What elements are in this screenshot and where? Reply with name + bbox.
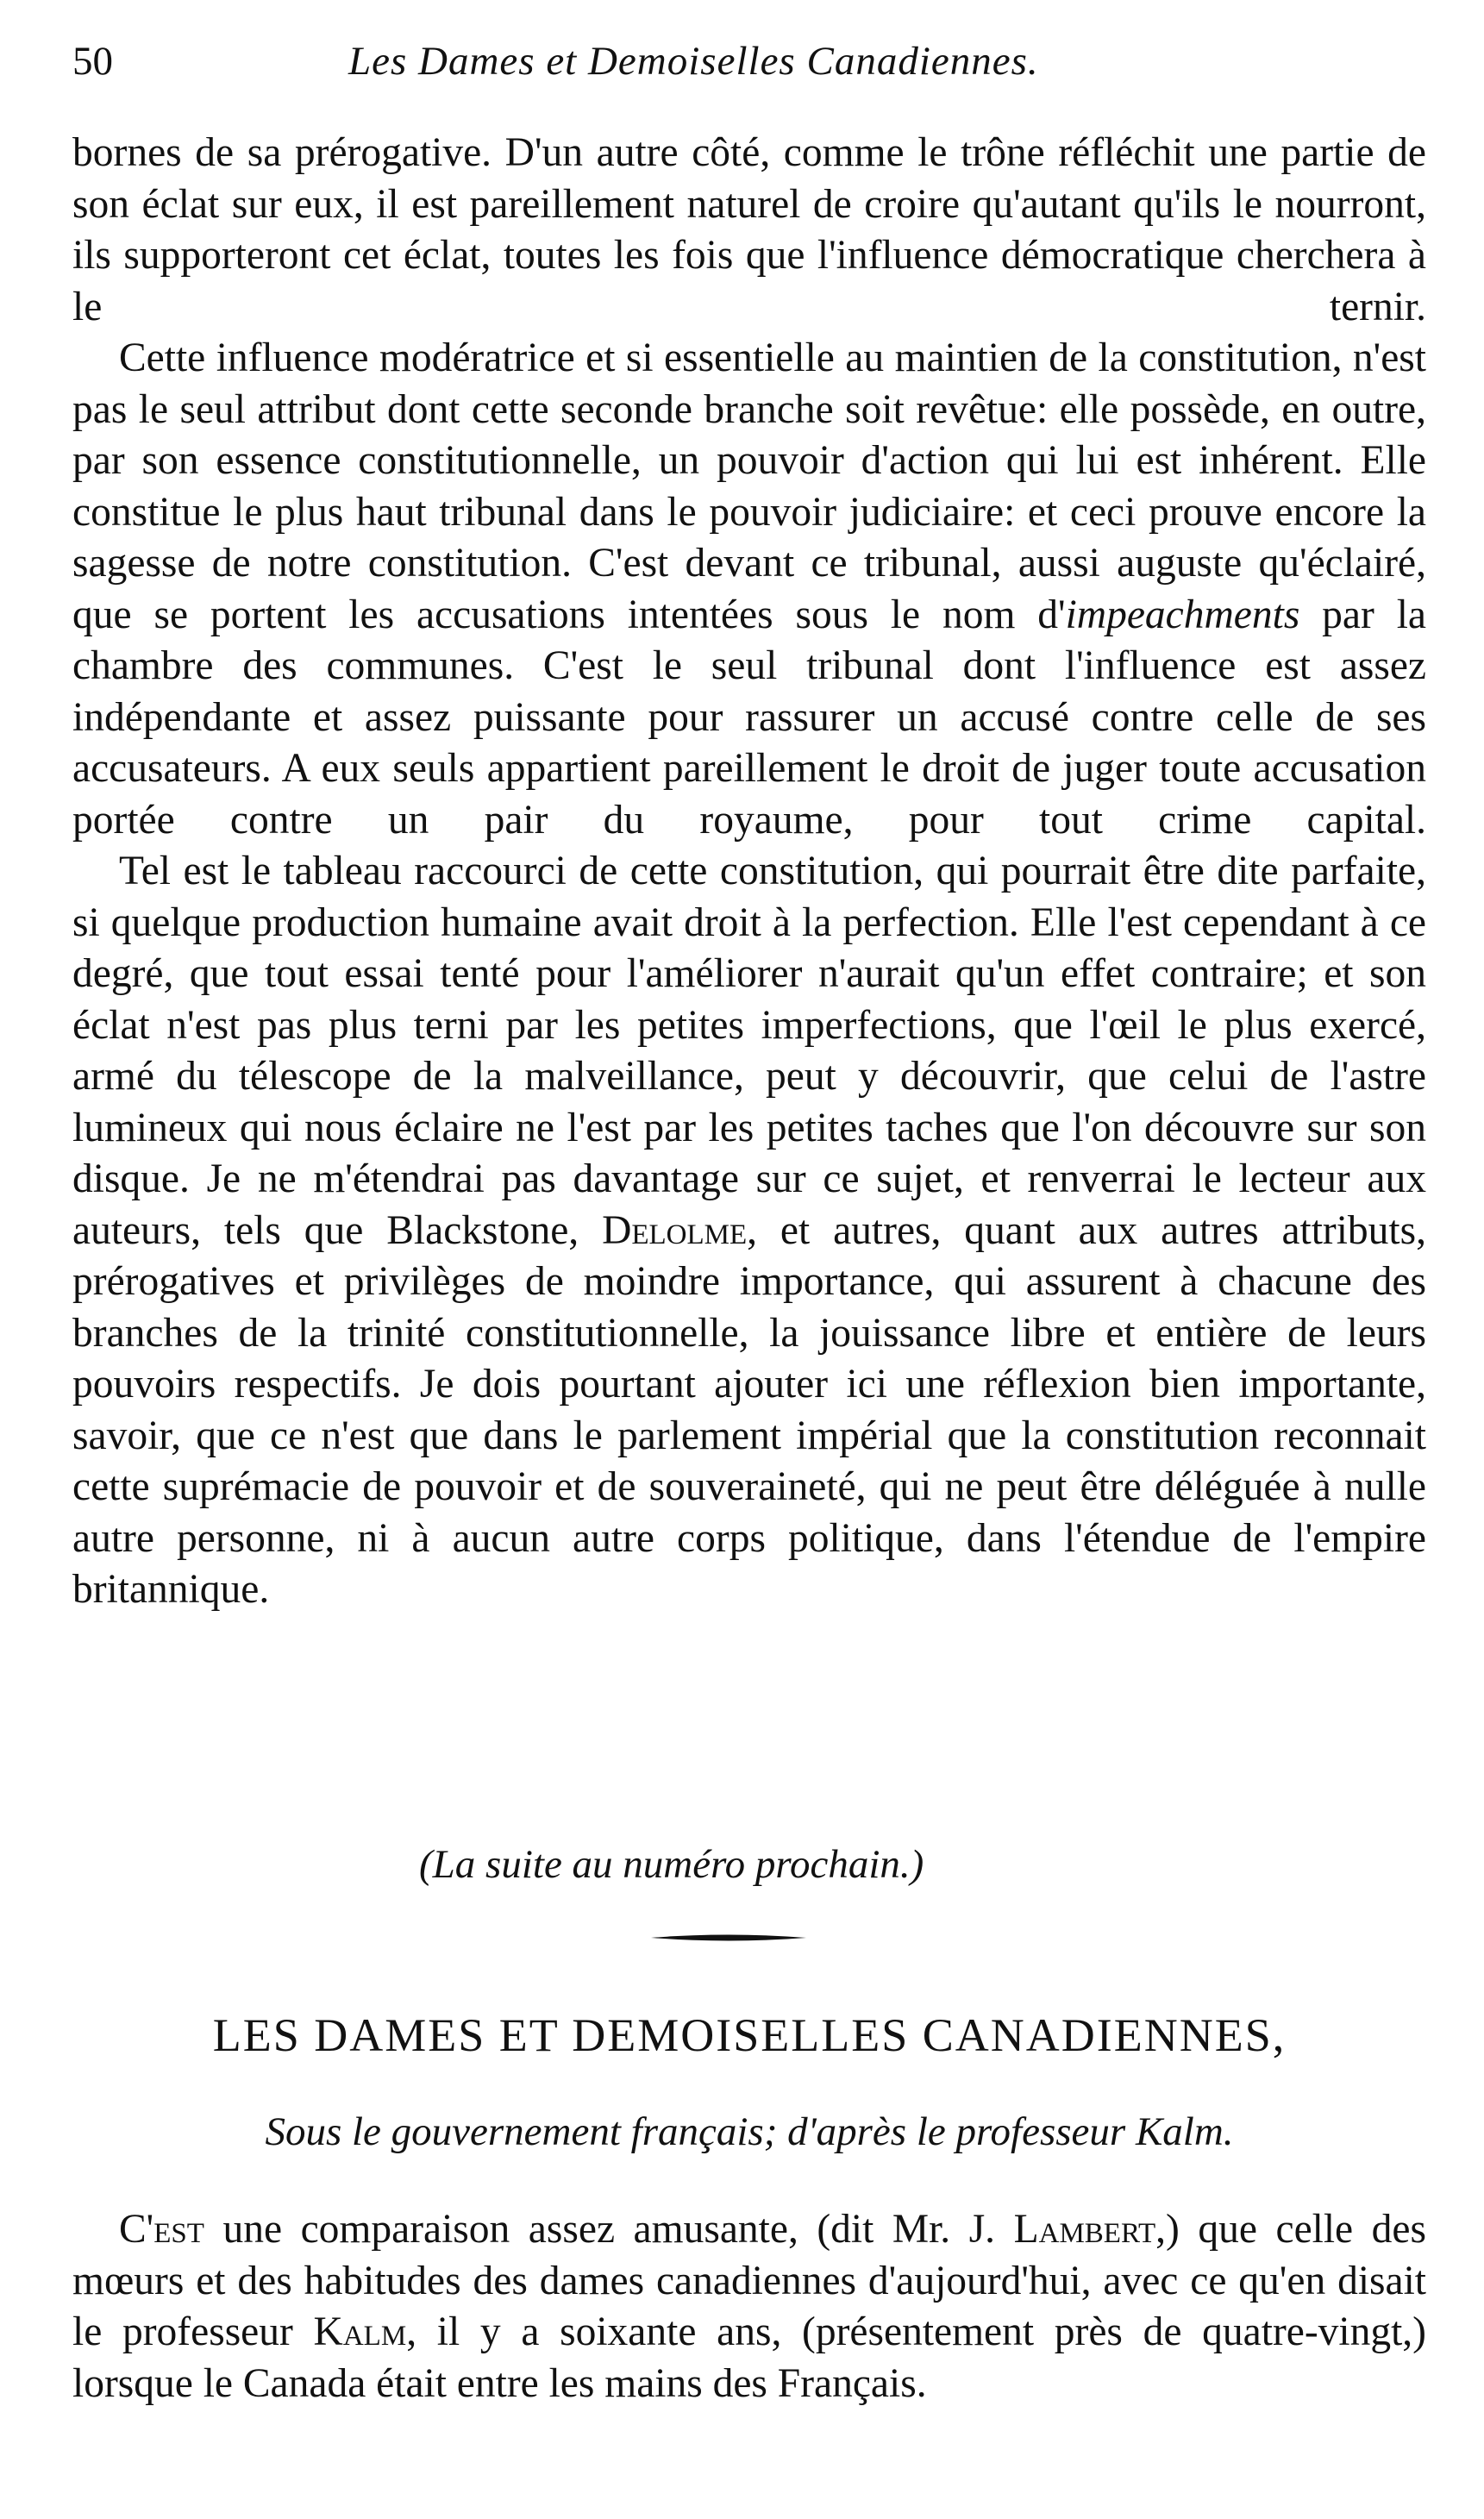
continued-note: (La suite au numéro prochain.) xyxy=(419,1842,924,1887)
article-text-1: une comparaison assez amusante, (dit Mr. J. xyxy=(204,2207,1014,2252)
paragraph-3 xyxy=(72,846,1426,1616)
paragraph-2-text-a: Cette influence modératrice et si essentielle au maintien de la constitution, n'est pas le seul attribut dont cette seconde branche soit revêtue: elle possède, en outre, par son essence constitutionnelle, un pouvoir d'action qui lui est inhérent. Elle constitue le plus haut tribunal dans le pouvoir judiciaire: et ceci prouve encore la sagesse de notre constitution. C'est devant ce tribunal, aussi auguste qu'éclairé, que se portent les accusations intentées sous le nom d' xyxy=(72,335,1426,637)
article-text-3: , il y a soixante ans, (présentement près de quatre-vingt,) lorsque le Canada était entre les mains des Français. xyxy=(72,2309,1427,2406)
section-divider xyxy=(651,1933,806,1942)
article-body xyxy=(72,2204,1426,2409)
article-title: LES DAMES ET DEMOISELLES CANADIENNES, xyxy=(212,2009,1287,2061)
article-subtitle: Sous le gouvernement français; d'après le professeur Kalm. xyxy=(265,2109,1234,2154)
article-paragraph xyxy=(72,2204,1426,2409)
italic-term: impeachments xyxy=(1065,592,1300,637)
paragraph-2-text-b: par la chambre des communes. C'est le seul tribunal dont l'influence est assez indépendante et assez puissante pour rassurer un accusé contre celle de ses accusateurs. A eux seuls appartient pareillement le droit de juger toute accusation portée contre un pair du royaume, pour tout crime capital. xyxy=(72,592,1426,843)
paragraph-3-text-b: , et autres, quant aux autres attributs, prérogatives et privilèges de moindre importance, qui assurent à chacune des branches de la trinité constitutionnelle, la jouissance libre et entière de leurs pouvoirs respectifs. Je dois pourtant ajouter ici une réflexion bien importante, savoir, que ce n'est que dans le parlement impérial que la constitution reconnait cette suprémacie de pouvoir et de souveraineté, qui ne peut être déléguée à nulle autre personne, ni à aucun autre corps politique, dans l'étendue de l'empire britannique. xyxy=(72,1207,1426,1612)
paragraph-1: bornes de sa prérogative. D'un autre côté, comme le trône réfléchit une partie de son éclat sur eux, il est pareillement naturel de croire qu'autant qu'ils le nourront, ils supporteront cet éclat, toutes les fois que l'influence démocratique cherchera à le ternir. xyxy=(72,130,1426,329)
running-title: Les Dames et Demoiselles Canadiennes. xyxy=(348,39,1039,84)
lead-word: C'est xyxy=(119,2207,204,2252)
page-number: 50 xyxy=(72,39,113,84)
body-text xyxy=(72,128,1426,1616)
name-lambert: Lambert xyxy=(1013,2207,1156,2252)
paragraph-2 xyxy=(72,333,1426,846)
author-name-delolme: Delolme xyxy=(602,1207,748,1253)
running-head xyxy=(72,31,1418,91)
article-text-2: ,) que celle des mœurs et des habitudes des dames canadiennes d'aujourd'hui, avec ce qu'en disait le professeur xyxy=(72,2207,1426,2354)
name-kalm: Kalm xyxy=(313,2309,407,2354)
paragraph-3-text-a: Tel est le tableau raccourci de cette constitution, qui pourrait être dite parfaite, si quelque production humaine avait droit à la perfection. Elle l'est cependant à ce degré, que tout essai tenté pour l'améliorer n'aurait qu'un effet contraire; et son éclat n'est pas plus terni par les petites imperfections, que l'œil le plus exercé, armé du télescope de la malveillance, peut y découvrir, que celui de l'astre lumineux qui nous éclaire ne l'est par les petites taches que l'on découvre sur son disque. Je ne m'étendrai pas davantage sur ce sujet, et renverrai le lecteur aux auteurs, tels que Blackstone, xyxy=(72,849,1426,1253)
